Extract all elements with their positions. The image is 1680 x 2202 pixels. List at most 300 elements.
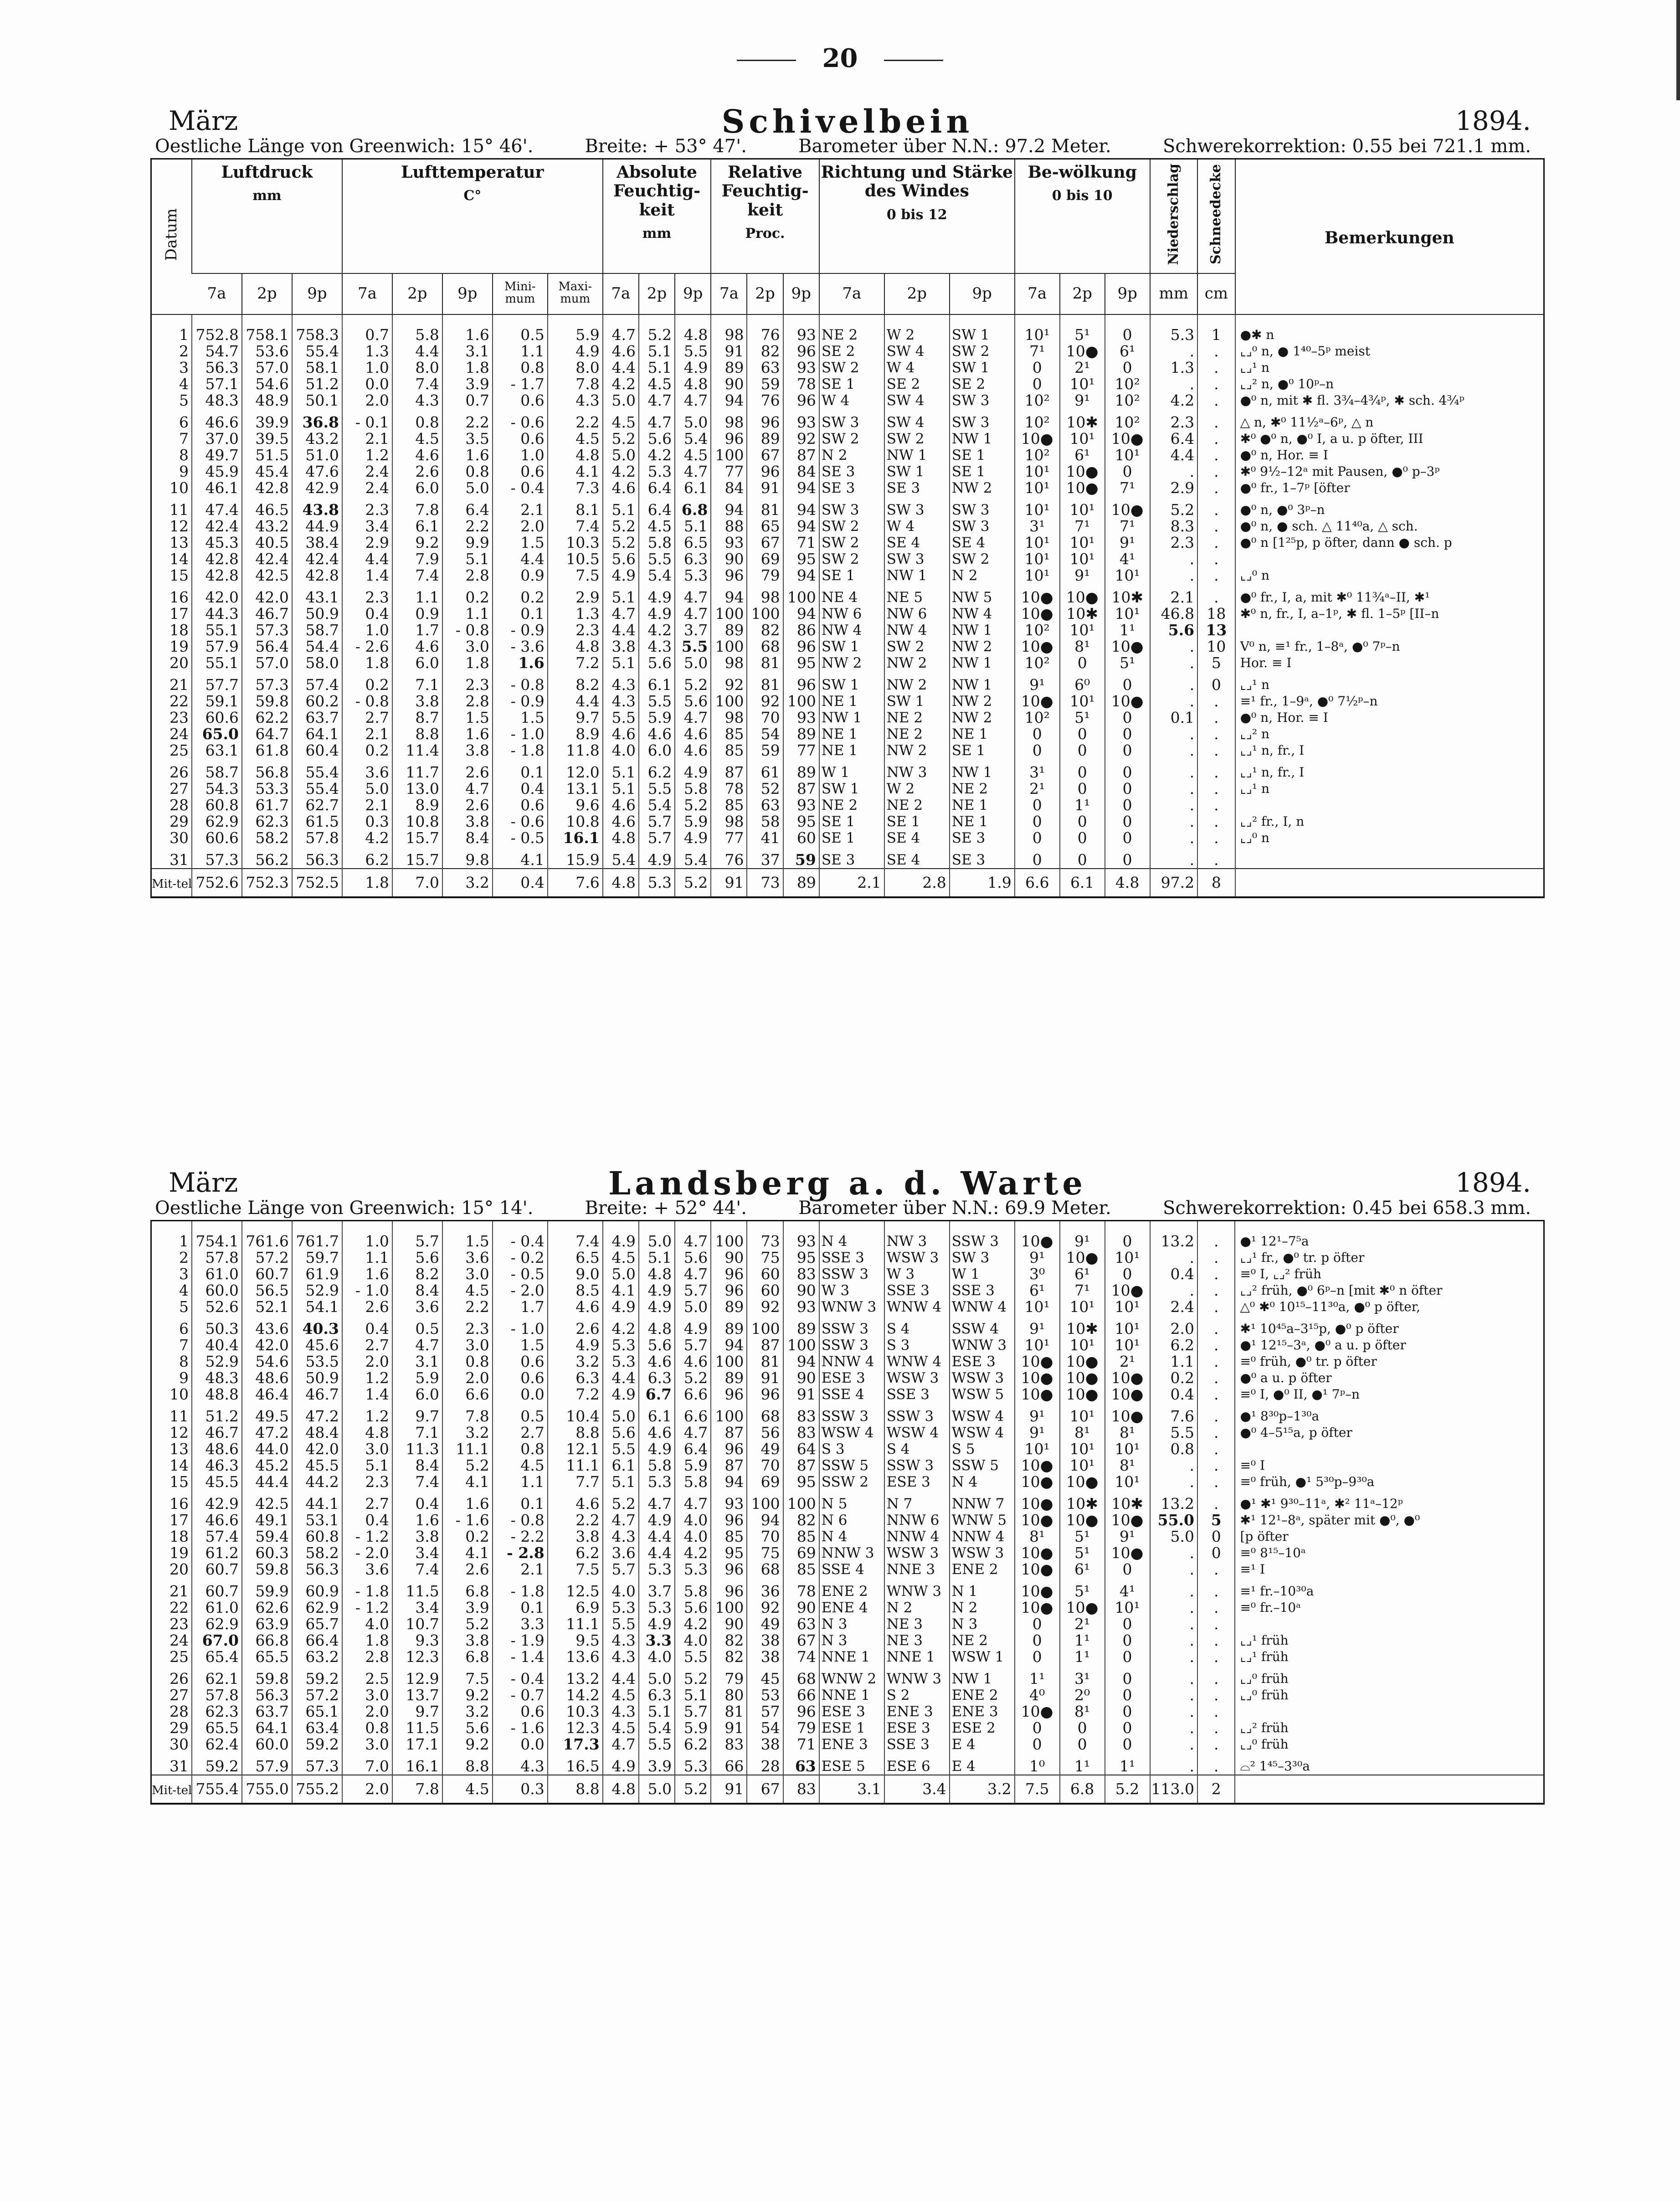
table-cell: 59.2: [292, 1736, 342, 1753]
table-cell: 58.7: [192, 764, 242, 781]
spacer-cell: [819, 1490, 884, 1496]
table-cell: .: [1150, 1545, 1197, 1561]
table-cell: WSW 4: [819, 1425, 884, 1441]
table-cell: 5.3: [603, 1337, 639, 1353]
table-cell: 69: [747, 551, 783, 567]
table-cell: 0: [1060, 742, 1105, 759]
table-cell: - 2.8: [493, 1545, 548, 1561]
table-cell: 0: [1105, 1736, 1150, 1753]
table-cell: 63.9: [242, 1616, 292, 1632]
table-cell: 10: [1197, 638, 1235, 655]
table-cell: WSW 4: [950, 1425, 1015, 1441]
table-cell: 10●: [1060, 343, 1105, 360]
table-cell: 6¹: [1105, 343, 1150, 360]
row-date: 23: [169, 710, 189, 726]
table-cell: 4.7: [675, 606, 711, 622]
table-cell: 0: [1060, 813, 1105, 830]
table-cell: 2.7: [342, 1496, 392, 1512]
row-remark: ●¹ 8³⁰p–1³⁰a: [1235, 1408, 1543, 1425]
table-cell: 761.7: [292, 1221, 342, 1250]
table-cell: - 1.9: [493, 1632, 548, 1649]
table-cell: 4.4: [342, 551, 392, 567]
table-cell: 5.1: [639, 343, 675, 360]
table-cell: 5.6: [392, 1250, 442, 1266]
table-cell: 2¹: [1105, 1353, 1150, 1370]
spacer-cell: [342, 1315, 392, 1321]
table-cell: 2.3: [1150, 535, 1197, 551]
table-cell: 0.6: [493, 463, 548, 480]
table-cell: 79: [711, 1671, 747, 1687]
spacer-cell: [1235, 1578, 1543, 1583]
table-cell: 0: [1105, 1632, 1150, 1649]
table-cell: SE 1: [950, 742, 1015, 759]
table-cell: 5.6: [442, 1720, 493, 1736]
table-cell: 98: [711, 710, 747, 726]
table-row: [152, 414, 1543, 431]
table-cell: 94: [783, 502, 819, 518]
table-cell: 5.1: [603, 1474, 639, 1490]
spacer-cell: [884, 1578, 950, 1583]
table-cell: 2.8: [342, 1649, 392, 1665]
table-cell: .: [1197, 1687, 1235, 1703]
table-cell: 1.6: [342, 1266, 392, 1282]
table-cell: 4.2: [675, 1545, 711, 1561]
table-cell: W 1: [819, 764, 884, 781]
row-date: 17: [169, 606, 189, 622]
spacer-cell: [639, 496, 675, 502]
table-cell: 5.0: [639, 1221, 675, 1250]
table-cell: 4.4: [1150, 447, 1197, 463]
table-cell: 4.3: [603, 677, 639, 693]
table-cell: 4.9: [639, 1282, 675, 1299]
table-cell: 0.1: [1150, 710, 1197, 726]
row-remark: ≡⁰ früh, ●¹ 5³⁰p–9³⁰a: [1235, 1474, 1543, 1490]
table-cell: NE 3: [884, 1632, 950, 1649]
table-cell: 0: [1015, 726, 1060, 742]
sub-min: Mini-mum: [493, 273, 548, 314]
sub-snow-unit: cm: [1197, 273, 1235, 314]
spacer-cell: [1060, 759, 1105, 764]
table-cell: .: [1197, 1282, 1235, 1299]
table-cell: SW 3: [819, 414, 884, 431]
table-cell: 94: [783, 606, 819, 622]
row-remark: ✱¹ 12¹–8ᵃ, später mit ●⁰, ●⁰: [1235, 1512, 1543, 1528]
spacer-cell: [242, 496, 292, 502]
table-cell: 1: [1197, 314, 1235, 343]
table-row: [152, 1299, 1543, 1315]
table-cell: SW 1: [950, 360, 1015, 376]
table-row: [152, 1474, 1543, 1490]
spacer-cell: [192, 846, 242, 852]
table-cell: 0: [1197, 677, 1235, 693]
table-cell: 8.8: [548, 1425, 603, 1441]
spacer-cell: [603, 584, 639, 589]
table-cell: 46.4: [242, 1386, 292, 1403]
table-cell: 2.3: [548, 622, 603, 638]
spacer-cell: [950, 1403, 1015, 1408]
table-cell: 13.7: [392, 1687, 442, 1703]
table-cell: S 4: [884, 1321, 950, 1337]
table-cell: 3.8: [548, 1528, 603, 1545]
spacer-cell: [1235, 1490, 1543, 1496]
table-cell: 8.4: [392, 1282, 442, 1299]
table-cell: WNW 5: [950, 1512, 1015, 1528]
table-cell: 5.6: [603, 551, 639, 567]
spacer-cell: [292, 671, 342, 677]
table-cell: 93: [783, 1299, 819, 1315]
table-cell: 83: [783, 1425, 819, 1441]
table-cell: 81: [711, 1703, 747, 1720]
table-cell: 93: [711, 1496, 747, 1512]
table-cell: 2.0: [342, 392, 392, 409]
table-cell: .: [1197, 1353, 1235, 1370]
row-date: 1: [179, 1232, 189, 1250]
table-cell: 94: [711, 502, 747, 518]
spacer-cell: [292, 1490, 342, 1496]
table-row: [152, 502, 1543, 518]
spacer-cell: [603, 1753, 639, 1758]
table-cell: 4.1: [442, 1474, 493, 1490]
table-cell: SW 2: [950, 343, 1015, 360]
sub-precip-unit: mm: [1150, 273, 1197, 314]
table-cell: 11.5: [392, 1720, 442, 1736]
table-cell: .: [1197, 1632, 1235, 1649]
spacer-cell: [1197, 1753, 1235, 1758]
table-cell: SSE 4: [819, 1386, 884, 1403]
table-cell: 4.9: [548, 343, 603, 360]
table-cell: 66: [711, 1758, 747, 1775]
table-cell: 9¹: [1015, 1425, 1060, 1441]
table-cell: 4.6: [603, 480, 639, 496]
table-cell: - 0.8: [493, 677, 548, 693]
table-cell: 7.3: [548, 480, 603, 496]
row-date: 7: [179, 1337, 189, 1353]
table-cell: 0: [1015, 1649, 1060, 1665]
table-cell: 4.7: [675, 392, 711, 409]
spacer-cell: [675, 496, 711, 502]
table-cell: 4.9: [548, 1337, 603, 1353]
table-cell: 5.0: [675, 1299, 711, 1315]
table-cell: 11.1: [442, 1441, 493, 1457]
table-cell: 0: [1105, 463, 1150, 480]
spacer-cell: [548, 1665, 603, 1671]
table-cell: 41: [747, 830, 783, 846]
table-cell: 6.2: [639, 764, 675, 781]
table-cell: 43.2: [292, 431, 342, 447]
row-remark: ⌞⌟¹ früh: [1235, 1632, 1543, 1649]
table-cell: 4.1: [548, 463, 603, 480]
table-cell: 1.3: [342, 343, 392, 360]
table-cell: 96: [783, 392, 819, 409]
sub-h7: 7a: [603, 273, 639, 314]
table-cell: 10¹: [1105, 1441, 1150, 1457]
table-cell: 42.9: [192, 1496, 242, 1512]
table-cell: 57.8: [192, 1687, 242, 1703]
spacer-cell: [950, 1315, 1015, 1321]
mean-cell: 6.8: [1060, 1775, 1105, 1803]
table-cell: 4.7: [675, 589, 711, 606]
table-cell: 4.4: [392, 343, 442, 360]
table-cell: 4.7: [603, 606, 639, 622]
table-cell: 89: [711, 360, 747, 376]
table-cell: 38: [747, 1649, 783, 1665]
table-cell: 4.3: [392, 392, 442, 409]
table-row: [152, 1441, 1543, 1457]
spacer-cell: [783, 496, 819, 502]
table-cell: 95: [711, 1545, 747, 1561]
table-cell: 4.5: [493, 1457, 548, 1474]
table-cell: 10●: [1105, 1408, 1150, 1425]
table-cell: NW 3: [884, 764, 950, 781]
spacer-cell: [152, 846, 192, 852]
table-cell: 68: [783, 1671, 819, 1687]
table-row: [152, 1496, 1543, 1512]
table-cell: .: [1197, 1321, 1235, 1337]
table-cell: 1.5: [442, 1221, 493, 1250]
spacer-cell: [747, 671, 783, 677]
table-cell: 100: [711, 1353, 747, 1370]
table-cell: 10¹: [1105, 1250, 1150, 1266]
spacer-cell: [950, 1490, 1015, 1496]
table-cell: 2.3: [342, 589, 392, 606]
spacer-cell: [1150, 1753, 1197, 1758]
spacer-cell: [1150, 846, 1197, 852]
table-cell: 93: [783, 314, 819, 343]
table-cell: .: [1197, 414, 1235, 431]
row-remark: [1235, 1703, 1543, 1720]
table-cell: .: [1197, 1758, 1235, 1775]
spacer-cell: [711, 671, 747, 677]
table-cell: NW 2: [884, 677, 950, 693]
table-cell: 4.9: [639, 606, 675, 622]
table-cell: - 1.4: [493, 1649, 548, 1665]
table-cell: 13.2: [1150, 1221, 1197, 1250]
table-cell: 0: [1060, 852, 1105, 869]
spacer-cell: [152, 671, 192, 677]
row-remark: △ n, ✱⁰ 11½ᵃ–6ᵖ, △ n: [1235, 414, 1543, 431]
table-cell: 10¹: [1060, 551, 1105, 567]
table-cell: 90: [783, 1600, 819, 1616]
station-block-landsberg: [150, 1164, 1545, 1805]
table-cell: 0: [1015, 376, 1060, 392]
table-cell: 6.2: [1150, 1337, 1197, 1353]
table-cell: 5.3: [675, 1758, 711, 1775]
table-cell: 9.2: [442, 1687, 493, 1703]
table-cell: 4.5: [639, 518, 675, 535]
spacer-cell: [152, 1753, 192, 1758]
table-cell: 8.5: [548, 1282, 603, 1299]
table-cell: 58.1: [292, 360, 342, 376]
table-cell: 90: [711, 551, 747, 567]
row-date: 12: [169, 1425, 189, 1441]
spacer-cell: [242, 409, 292, 414]
row-date: 24: [169, 1632, 189, 1649]
table-cell: 63: [747, 797, 783, 813]
table-cell: 0.4: [342, 1512, 392, 1528]
table-cell: 4.8: [548, 638, 603, 655]
table-cell: 0: [1105, 1616, 1150, 1632]
table-cell: NNW 4: [819, 1353, 884, 1370]
table-cell: 82: [783, 1512, 819, 1528]
table-cell: SE 1: [950, 447, 1015, 463]
table-cell: 7.1: [392, 1425, 442, 1441]
table-cell: SSW 2: [819, 1474, 884, 1490]
table-cell: 4.0: [603, 742, 639, 759]
table-cell: 54: [747, 726, 783, 742]
table-cell: 59.8: [242, 1671, 292, 1687]
spacer-cell: [342, 1578, 392, 1583]
table-cell: 10●: [1105, 431, 1150, 447]
table-cell: WNW 3: [819, 1299, 884, 1315]
table-cell: NE 2: [819, 314, 884, 343]
table-cell: 0.4: [1150, 1386, 1197, 1403]
table-cell: 0.2: [342, 742, 392, 759]
table-cell: 96: [783, 677, 819, 693]
spacer-cell: [711, 496, 747, 502]
table-cell: 0: [1015, 1616, 1060, 1632]
mean-row: [152, 1775, 1543, 1803]
table-cell: 7.4: [392, 376, 442, 392]
table-cell: .: [1150, 551, 1197, 567]
table-cell: 67: [747, 535, 783, 551]
table-cell: 92: [747, 1600, 783, 1616]
table-cell: 0: [1105, 1703, 1150, 1720]
table-cell: 49: [747, 1616, 783, 1632]
table-cell: ESE 3: [950, 1353, 1015, 1370]
table-cell: 4.9: [603, 1221, 639, 1250]
table-cell: 10●: [1105, 693, 1150, 710]
table-cell: 3.0: [442, 1266, 493, 1282]
table-cell: SW 2: [819, 360, 884, 376]
spacer-cell: [1060, 1315, 1105, 1321]
row-date: 26: [169, 1671, 189, 1687]
table-cell: 58: [747, 813, 783, 830]
spacer-cell: [548, 759, 603, 764]
table-cell: 57.8: [292, 830, 342, 846]
table-cell: S 2: [884, 1687, 950, 1703]
table-cell: NW 1: [884, 567, 950, 584]
table-cell: 67.0: [192, 1632, 242, 1649]
table-cell: .: [1197, 1250, 1235, 1266]
row-date: 31: [169, 852, 189, 869]
table-cell: 2¹: [1015, 781, 1060, 797]
table-cell: 96: [711, 1266, 747, 1282]
table-cell: - 2.2: [493, 1528, 548, 1545]
table-cell: W 4: [884, 518, 950, 535]
spacer-cell: [1150, 409, 1197, 414]
row-date: 16: [169, 1496, 189, 1512]
table-cell: 4.9: [603, 1299, 639, 1315]
table-cell: 5.5: [639, 1736, 675, 1753]
table-cell: 3.7: [639, 1583, 675, 1600]
table-cell: 2.6: [548, 1321, 603, 1337]
table-cell: 63: [783, 1616, 819, 1632]
table-cell: 1.4: [342, 1386, 392, 1403]
table-cell: 56.3: [292, 852, 342, 869]
table-cell: 4.3: [603, 1632, 639, 1649]
table-cell: 10●: [1060, 480, 1105, 496]
table-row: [152, 1528, 1543, 1545]
table-cell: 48.4: [292, 1425, 342, 1441]
row-remark: [1235, 1441, 1543, 1457]
gravity-correction: Schwerekorrektion: 0.55 bei 721.1 mm.: [1162, 136, 1531, 157]
table-cell: 0.8: [442, 1353, 493, 1370]
table-cell: 4.4: [493, 551, 548, 567]
spacer-cell: [711, 1578, 747, 1583]
spacer-cell: [1150, 671, 1197, 677]
table-cell: 59.7: [292, 1250, 342, 1266]
spacer-cell: [819, 1665, 884, 1671]
row-date: 30: [169, 1736, 189, 1753]
spacer-cell: [639, 1490, 675, 1496]
table-cell: SW 3: [819, 502, 884, 518]
table-cell: SSE 3: [884, 1282, 950, 1299]
table-cell: 0: [1105, 360, 1150, 376]
spacer-cell: [342, 496, 392, 502]
table-row: [152, 638, 1543, 655]
spacer-cell: [442, 1665, 493, 1671]
table-cell: 89: [747, 431, 783, 447]
spacer-cell: [242, 846, 292, 852]
table-cell: 2⁰: [1060, 1687, 1105, 1703]
table-cell: 96: [711, 1583, 747, 1600]
table-cell: 10●: [1015, 638, 1060, 655]
table-cell: 65.7: [292, 1616, 342, 1632]
table-cell: - 1.0: [493, 726, 548, 742]
table-cell: 4.5: [603, 1250, 639, 1266]
table-cell: - 0.5: [493, 830, 548, 846]
sub-w7: 7a: [819, 273, 884, 314]
table-cell: 9¹: [1015, 1321, 1060, 1337]
table-cell: 60.6: [192, 830, 242, 846]
table-cell: 10¹: [1105, 1474, 1150, 1490]
table-cell: SW 3: [884, 551, 950, 567]
table-cell: 4.4: [639, 1528, 675, 1545]
table-cell: NE 1: [950, 797, 1015, 813]
sub-r2: 2p: [747, 273, 783, 314]
table-cell: ENE 4: [819, 1600, 884, 1616]
table-cell: 49.7: [192, 447, 242, 463]
spacer-cell: [950, 1578, 1015, 1583]
spacer-cell: [884, 1403, 950, 1408]
table-cell: .: [1197, 1720, 1235, 1736]
table-row: [152, 392, 1543, 409]
table-cell: N 4: [819, 1221, 884, 1250]
table-cell: SSW 3: [819, 1266, 884, 1282]
table-cell: NW 1: [950, 622, 1015, 638]
row-remark: [1235, 852, 1543, 869]
spacer-cell: [1150, 1490, 1197, 1496]
table-cell: 1.6: [392, 1512, 442, 1528]
table-cell: 5.1: [603, 502, 639, 518]
row-remark: ●✱ n: [1235, 314, 1543, 343]
table-cell: 7.8: [442, 1408, 493, 1425]
sub-w2: 2p: [884, 273, 950, 314]
table-cell: SSW 3: [819, 1408, 884, 1425]
table-cell: 60.8: [192, 797, 242, 813]
spacer-cell: [292, 846, 342, 852]
table-cell: 88: [711, 518, 747, 535]
table-cell: - 1.6: [493, 1720, 548, 1736]
spacer-cell: [392, 846, 442, 852]
table-cell: 52: [747, 781, 783, 797]
table-cell: 0: [1060, 1736, 1105, 1753]
table-cell: 5.9: [675, 813, 711, 830]
table-cell: 96: [747, 463, 783, 480]
table-cell: SE 1: [819, 830, 884, 846]
table-cell: 56.8: [242, 764, 292, 781]
mean-cell: 91: [711, 869, 747, 896]
